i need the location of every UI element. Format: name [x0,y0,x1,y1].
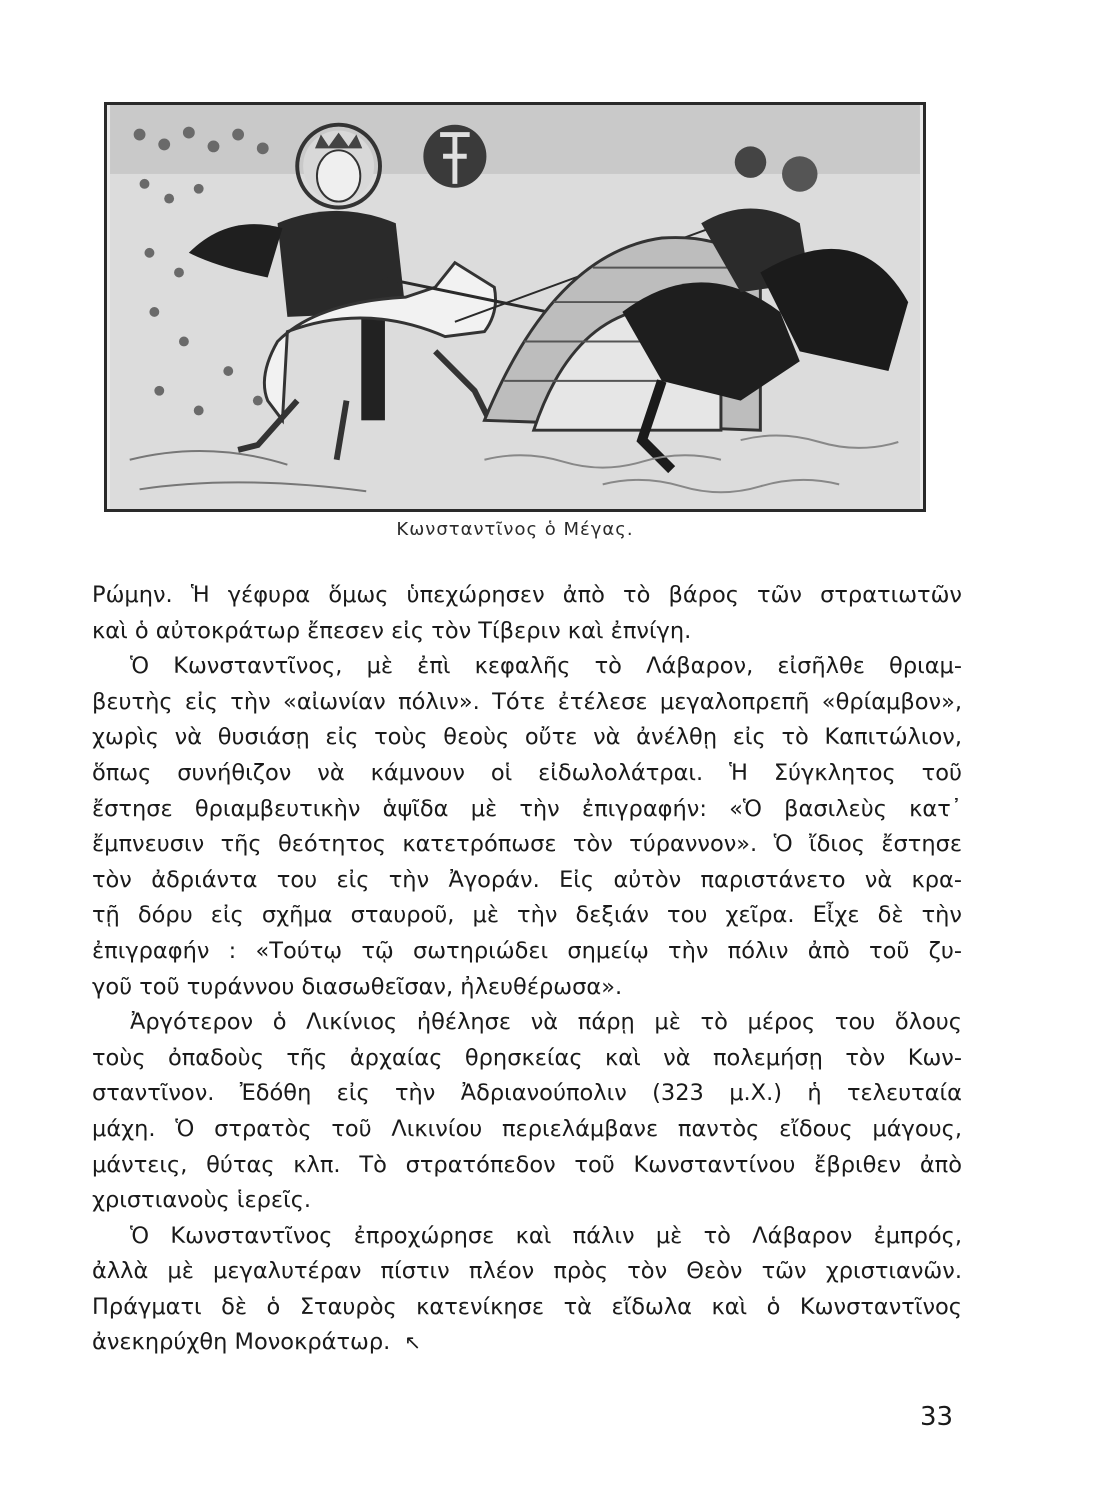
text-line: ἔμπνευσιν τῆς θεότητος κατετρόπωσε τὸν τύραννον». Ὁ ἴδιος ἔστησε [92,831,962,858]
text-line: ἀλλὰ μὲ μεγαλυτέραν πίστιν πλέον πρὸς τὸν Θεὸν τῶν χριστιανῶν. [92,1258,962,1285]
text-line: χριστιανοὺς ἱερεῖς. [92,1187,312,1214]
text-line: τὸν ἀδριάντα του εἰς τὴν Ἀγοράν. Εἰς αὐτὸν παριστάνετο νὰ κρα- [92,866,962,893]
text-line: Ὁ Κωνσταντῖνος ἐπροχώρησε καὶ πάλιν μὲ τὸ Λάβαρον ἐμπρός, [130,1222,962,1249]
body-text [92,578,962,1361]
page-number: 33 [920,1402,954,1432]
text-line: Ὁ Κωνσταντῖνος, μὲ ἐπὶ κεφαλῆς τὸ Λάβαρον, εἰσῆλθε θριαμ- [130,653,962,680]
text-line: χωρὶς νὰ θυσιάσῃ εἰς τοὺς θεοὺς οὔτε νὰ ἀνέλθῃ εἰς τὸ Καπιτώλιον, [92,724,962,751]
text-line: ὅπως συνήθιζον νὰ κάμνουν οἱ εἰδωλολάτραι. Ἡ Σύγκλητος τοῦ [92,759,962,786]
text-line: ἐπιγραφήν : «Τούτῳ τῷ σωτηριώδει σημείῳ τὴν πόλιν ἀπὸ τοῦ ζυ- [92,937,962,964]
text-line: σταντῖνον. Ἐδόθη εἰς τὴν Ἀδριανούπολιν (323 μ.Χ.) ἡ τελευταία [92,1080,962,1107]
text-line: μάχη. Ὁ στρατὸς τοῦ Λικινίου περιελάμβανε παντὸς εἴδους μάγους, [92,1115,962,1142]
final-line-text: ἀνεκηρύχθη Μονοκράτωρ. [92,1329,391,1356]
text-line: τῇ δόρυ εἰς σχῆμα σταυροῦ, μὲ τὴν δεξιάν του χεῖρα. Εἶχε δὲ τὴν [92,902,962,929]
end-mark-icon: ↖ [404,1330,422,1355]
figure-caption: Κωνσταντῖνος ὁ Μέγας. [396,519,634,540]
icon-painting-image [107,105,923,509]
text-line: μάντεις, θύτας κλπ. Τὸ στρατόπεδον τοῦ Κωνσταντίνου ἔβριθεν ἀπὸ [92,1151,962,1178]
text-line: καὶ ὁ αὐτοκράτωρ ἔπεσεν εἰς τὸν Τίβεριν καὶ ἐπνίγη. [92,617,692,644]
text-line: γοῦ τοῦ τυράννου διασωθεῖσαν, ἠλευθέρωσα». [92,973,623,1000]
illustration-constantine-battle [104,102,926,512]
text-line: Ρώμην. Ἡ γέφυρα ὅμως ὑπεχώρησεν ἀπὸ τὸ βάρος τῶν στρατιωτῶν [92,582,962,608]
text-line: τοὺς ὀπαδοὺς τῆς ἀρχαίας θρησκείας καὶ νὰ πολεμήσῃ τὸν Κων- [92,1044,962,1071]
text-line: ἔστησε θριαμβευτικὴν ἁψῖδα μὲ τὴν ἐπιγραφήν: «Ὁ βασιλεὺς κατ᾽ [92,795,962,822]
text-line: Ἀργότερον ὁ Λικίνιος ἠθέλησε νὰ πάρῃ μὲ τὸ μέρος του ὅλους [130,1009,962,1036]
text-line-final [92,1325,962,1361]
text-line: βευτὴς εἰς τὴν «αἰωνίαν πόλιν». Τότε ἐτέλεσε μεγαλοπρεπῆ «θρίαμβον», [92,688,962,715]
text-line: Πράγματι δὲ ὁ Σταυρὸς κατενίκησε τὰ εἴδωλα καὶ ὁ Κωνσταντῖνος [92,1293,962,1320]
